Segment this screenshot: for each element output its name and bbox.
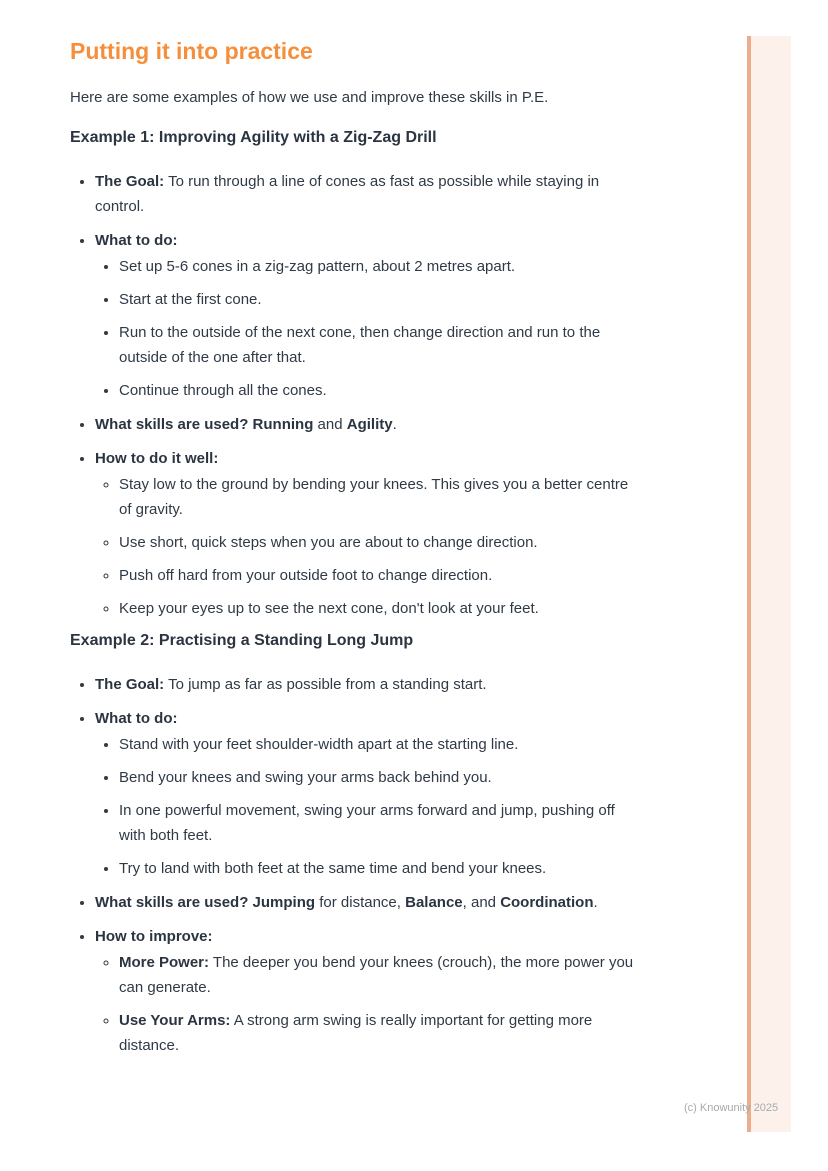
sub-list-item — [119, 254, 642, 279]
sub-list-item — [119, 378, 642, 403]
sub-bullet-list — [95, 950, 642, 1058]
list-item-label: More Power: — [119, 954, 210, 971]
list-item-label: Agility — [346, 416, 393, 433]
list-item-text: A strong arm swing is really important for getting more distance. — [119, 1012, 593, 1054]
copyright-note: (c) Knowunity 2025 — [684, 1102, 779, 1114]
section-heading: Example 2: Practising a Standing Long Jump — [70, 632, 414, 649]
list-item-text: Start at the first cone. — [119, 291, 262, 308]
sub-bullet-list — [95, 472, 642, 621]
list-item-text: Use short, quick steps when you are about to change direction. — [119, 534, 538, 551]
list-item-text: and — [313, 416, 347, 433]
list-item-text: To jump as far as possible from a standing start. — [164, 676, 487, 693]
list-item — [95, 169, 642, 219]
list-item-label: What skills are used? Running — [95, 416, 314, 433]
page-title: Putting it into practice — [70, 38, 313, 64]
list-item-text: Try to land with both feet at the same time and bend your knees. — [119, 860, 547, 877]
list-item-text: , and — [462, 894, 501, 911]
sub-list-item — [119, 732, 642, 757]
list-item-text: . — [593, 894, 598, 911]
list-item-label: What to do: — [95, 710, 178, 727]
list-item-text: Bend your knees and swing your arms back behind you. — [119, 769, 492, 786]
list-item — [95, 924, 642, 1058]
list-item — [95, 890, 642, 915]
list-item-text: Continue through all the cones. — [119, 382, 327, 399]
list-item-label: Use Your Arms: — [119, 1012, 231, 1029]
sub-list-item — [119, 798, 642, 848]
list-item-text: Stand with your feet shoulder-width apart at the starting line. — [119, 736, 519, 753]
bullet-list — [70, 169, 642, 621]
list-item-label: What skills are used? Jumping — [95, 894, 316, 911]
list-item — [95, 446, 642, 621]
list-item-text: In one powerful movement, swing your arms forward and jump, pushing off with both feet. — [119, 802, 615, 844]
sub-list-item — [119, 596, 642, 621]
example-section — [70, 127, 642, 621]
intro-paragraph: Here are some examples of how we use and improve these skills in P.E. — [70, 89, 549, 106]
list-item-label: The Goal: — [95, 676, 165, 693]
example-section — [70, 630, 642, 1058]
sub-list-item — [119, 1008, 642, 1058]
sub-list-item — [119, 530, 642, 555]
list-item-text: Run to the outside of the next cone, then change direction and run to the outside of the one after that. — [119, 324, 601, 366]
sub-bullet-list — [95, 732, 642, 881]
list-item — [95, 706, 642, 881]
list-item-label: The Goal: — [95, 173, 165, 190]
right-accent-stripe — [751, 36, 791, 1132]
list-item-text: To run through a line of cones as fast as possible while staying in control. — [95, 173, 600, 215]
list-item — [95, 412, 642, 437]
list-item-label: Balance — [405, 894, 463, 911]
list-item-text: Push off hard from your outside foot to change direction. — [119, 567, 493, 584]
document-content — [70, 36, 642, 1067]
sub-list-item — [119, 320, 642, 370]
list-item — [95, 672, 642, 697]
sub-list-item — [119, 950, 642, 1000]
list-item-text: Set up 5-6 cones in a zig-zag pattern, about 2 metres apart. — [119, 258, 516, 275]
list-item-label: How to do it well: — [95, 450, 219, 467]
sub-bullet-list — [95, 254, 642, 403]
sub-list-item — [119, 563, 642, 588]
list-item-text: for distance, — [315, 894, 406, 911]
list-item-text: The deeper you bend your knees (crouch), the more power you can generate. — [119, 954, 634, 996]
sub-list-item — [119, 287, 642, 312]
list-item-label: Coordination — [500, 894, 594, 911]
sub-list-item — [119, 472, 642, 522]
list-item — [95, 228, 642, 403]
list-item-label: What to do: — [95, 232, 178, 249]
list-item-text: Keep your eyes up to see the next cone, don't look at your feet. — [119, 600, 539, 617]
bullet-list — [70, 672, 642, 1058]
example-sections — [70, 127, 642, 1058]
section-heading: Example 1: Improving Agility with a Zig-Zag Drill — [70, 129, 437, 146]
sub-list-item — [119, 765, 642, 790]
list-item-text: Stay low to the ground by bending your knees. This gives you a better centre of gravity. — [119, 476, 629, 518]
list-item-text: . — [392, 416, 397, 433]
list-item-label: How to improve: — [95, 928, 213, 945]
sub-list-item — [119, 856, 642, 881]
